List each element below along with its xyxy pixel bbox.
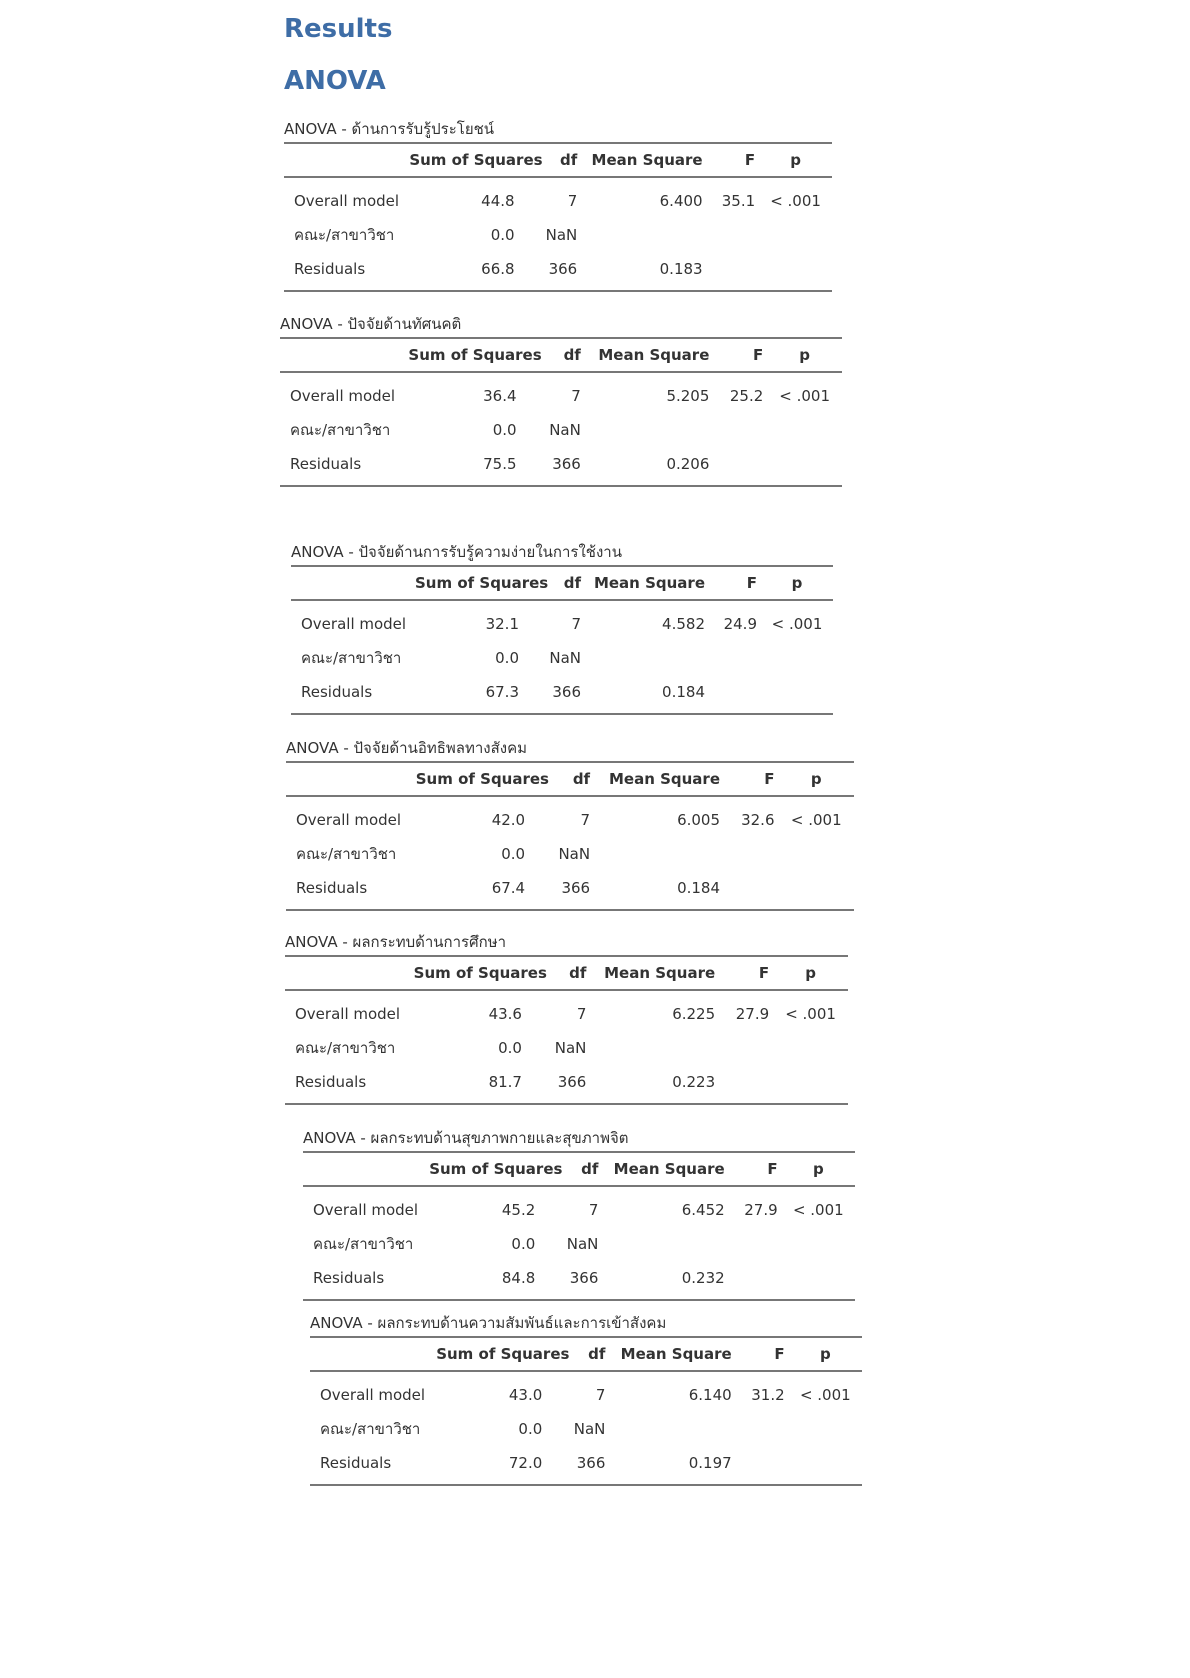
cell-sum-of-squares: 42.0 (491, 811, 526, 829)
cell-term: Residuals (291, 675, 411, 714)
header-p: p (761, 566, 833, 600)
cell-term: Overall model (313, 1201, 419, 1219)
cell-df: NaN (558, 845, 591, 863)
table-row (310, 1371, 862, 1412)
cell-mean-square: 4.582 (662, 615, 705, 633)
cell-term: Residuals (303, 1261, 425, 1300)
cell-p (759, 218, 832, 252)
anova-table (280, 337, 842, 487)
cell-df: 7 (576, 1005, 587, 1023)
cell-term: คณะ/สาขาวิชา (290, 421, 391, 439)
header-df: df (529, 762, 594, 796)
anova-table (286, 761, 854, 911)
cell-p: < .001 (792, 1201, 844, 1219)
cell-mean-square: 6.140 (688, 1386, 732, 1404)
table-row (285, 1065, 848, 1104)
cell-term: Overall model (295, 1005, 401, 1023)
header-mean-square: Mean Square (609, 1337, 735, 1371)
table-row (291, 675, 833, 714)
cell-df: NaN (566, 1235, 599, 1253)
cell-term: Residuals (284, 252, 405, 291)
anova-table-4 (286, 737, 854, 911)
cell-df: 7 (595, 1386, 606, 1404)
cell-f (729, 1227, 782, 1261)
header-row (280, 338, 842, 372)
cell-p: < .001 (770, 192, 821, 210)
cell-sum-of-squares: 0.0 (495, 649, 519, 667)
cell-p: < .001 (771, 615, 823, 633)
cell-df: 7 (567, 192, 578, 210)
cell-f (709, 641, 761, 675)
cell-term: Residuals (310, 1446, 432, 1485)
table-row (280, 413, 842, 447)
cell-f (736, 1446, 789, 1485)
header-mean-square: Mean Square (581, 143, 706, 177)
cell-df: 366 (546, 1446, 609, 1485)
cell-term: Overall model (294, 192, 400, 210)
table-title: ANOVA - ปัจจัยด้านทัศนคติ (280, 315, 462, 333)
header-term (303, 1152, 425, 1186)
header-f: F (709, 566, 761, 600)
cell-sum-of-squares: 36.4 (483, 387, 517, 405)
cell-df: 366 (539, 1261, 602, 1300)
header-mean-square: Mean Square (585, 338, 714, 372)
cell-term: Overall model (320, 1386, 426, 1404)
cell-term: คณะ/สาขาวิชา (313, 1235, 414, 1253)
cell-term: Residuals (280, 447, 404, 486)
cell-p (773, 1065, 848, 1104)
table-title: ANOVA - ปัจจัยด้านอิทธิพลทางสังคม (286, 739, 528, 757)
table-title: ANOVA - ผลกระทบด้านการศึกษา (285, 933, 507, 951)
cell-term: Overall model (296, 811, 402, 829)
table-row (285, 990, 848, 1031)
header-f: F (736, 1337, 789, 1371)
cell-mean-square: 0.206 (585, 447, 714, 486)
cell-term: คณะ/สาขาวิชา (320, 1420, 421, 1438)
cell-mean-square: 5.205 (666, 387, 710, 405)
anova-table (284, 142, 832, 292)
header-df: df (546, 1337, 609, 1371)
table-title: ANOVA - ผลกระทบด้านสุขภาพกายและสุขภาพจิต (303, 1129, 629, 1147)
cell-mean-square: 6.400 (659, 192, 703, 210)
cell-sum-of-squares: 0.0 (492, 421, 517, 439)
cell-mean-square: 6.225 (672, 1005, 716, 1023)
cell-df: NaN (549, 421, 581, 439)
header-term (285, 956, 410, 990)
cell-p (761, 641, 833, 675)
cell-df: 366 (519, 252, 582, 291)
cell-mean-square (581, 218, 706, 252)
table-row (310, 1446, 862, 1485)
cell-f (709, 675, 761, 714)
cell-f: 25.2 (729, 387, 764, 405)
cell-f (707, 252, 760, 291)
cell-sum-of-squares: 0.0 (511, 1235, 536, 1253)
header-f: F (713, 338, 767, 372)
header-row (284, 143, 832, 177)
cell-mean-square: 0.184 (585, 675, 709, 714)
header-mean-square: Mean Square (590, 956, 719, 990)
header-p: p (767, 338, 842, 372)
header-df: df (523, 566, 585, 600)
cell-df: 7 (571, 387, 581, 405)
header-df: df (539, 1152, 602, 1186)
cell-term: คณะ/สาขาวิชา (301, 649, 402, 667)
anova-table (303, 1151, 855, 1301)
cell-mean-square (585, 413, 714, 447)
cell-f (707, 218, 760, 252)
cell-term: Residuals (286, 871, 412, 910)
cell-p: < .001 (779, 387, 831, 405)
cell-f (729, 1261, 782, 1300)
anova-table-1 (284, 118, 832, 292)
header-p: p (789, 1337, 862, 1371)
anova-table (285, 955, 848, 1105)
cell-mean-square: 0.184 (594, 871, 724, 910)
header-p: p (773, 956, 848, 990)
table-row (310, 1412, 862, 1446)
header-df: df (519, 143, 582, 177)
cell-term: คณะ/สาขาวิชา (295, 1039, 396, 1057)
header-df: df (526, 956, 590, 990)
table-row (284, 218, 832, 252)
cell-mean-square (585, 641, 709, 675)
anova-table (310, 1336, 862, 1486)
table-row (284, 252, 832, 291)
cell-sum-of-squares: 32.1 (485, 615, 519, 633)
cell-f (736, 1412, 789, 1446)
header-sum-of-squares: Sum of Squares (412, 762, 529, 796)
table-row (303, 1186, 855, 1227)
cell-f (713, 413, 767, 447)
anova-table-2 (280, 313, 842, 487)
header-term (310, 1337, 432, 1371)
header-p: p (779, 762, 855, 796)
cell-sum-of-squares: 0.0 (518, 1420, 543, 1438)
cell-f (724, 871, 778, 910)
cell-mean-square (590, 1031, 719, 1065)
cell-p: < .001 (785, 1005, 836, 1023)
cell-df: 7 (580, 811, 591, 829)
cell-f (719, 1065, 773, 1104)
header-term (286, 762, 412, 796)
cell-df: 7 (571, 615, 581, 633)
cell-p (782, 1227, 855, 1261)
cell-df: 366 (529, 871, 594, 910)
cell-sum-of-squares: 84.8 (425, 1261, 539, 1300)
cell-sum-of-squares: 43.0 (508, 1386, 543, 1404)
cell-mean-square: 6.452 (681, 1201, 725, 1219)
cell-df: NaN (545, 226, 578, 244)
cell-sum-of-squares: 81.7 (410, 1065, 526, 1104)
cell-f (713, 447, 767, 486)
cell-sum-of-squares: 75.5 (404, 447, 520, 486)
cell-sum-of-squares: 0.0 (490, 226, 515, 244)
header-f: F (724, 762, 778, 796)
header-f: F (707, 143, 760, 177)
cell-p (767, 413, 842, 447)
cell-p (761, 675, 833, 714)
header-row (303, 1152, 855, 1186)
table-title: ANOVA - ปัจจัยด้านการรับรู้ความง่ายในการใช้งาน (291, 543, 622, 561)
cell-f: 35.1 (721, 192, 756, 210)
cell-f: 24.9 (723, 615, 757, 633)
cell-f: 27.9 (735, 1005, 770, 1023)
cell-mean-square: 0.183 (581, 252, 706, 291)
cell-p (759, 252, 832, 291)
table-row (285, 1031, 848, 1065)
cell-p (773, 1031, 848, 1065)
cell-term: Overall model (301, 615, 407, 633)
header-row (310, 1337, 862, 1371)
header-sum-of-squares: Sum of Squares (404, 338, 520, 372)
anova-table-6 (303, 1127, 855, 1301)
header-term (280, 338, 404, 372)
header-sum-of-squares: Sum of Squares (410, 956, 526, 990)
table-row (303, 1227, 855, 1261)
cell-sum-of-squares: 72.0 (432, 1446, 546, 1485)
cell-p: < .001 (799, 1386, 851, 1404)
cell-sum-of-squares: 0.0 (501, 845, 526, 863)
cell-mean-square (602, 1227, 728, 1261)
header-row (285, 956, 848, 990)
cell-p (789, 1446, 862, 1485)
cell-df: 7 (588, 1201, 599, 1219)
cell-sum-of-squares: 45.2 (501, 1201, 536, 1219)
cell-df: NaN (573, 1420, 606, 1438)
cell-sum-of-squares: 67.4 (412, 871, 529, 910)
cell-f: 32.6 (741, 811, 775, 829)
cell-df: NaN (554, 1039, 587, 1057)
cell-f: 27.9 (744, 1201, 778, 1219)
header-sum-of-squares: Sum of Squares (432, 1337, 546, 1371)
anova-table (291, 565, 833, 715)
header-sum-of-squares: Sum of Squares (405, 143, 518, 177)
cell-df: 366 (526, 1065, 590, 1104)
cell-f (724, 837, 778, 871)
header-f: F (719, 956, 773, 990)
results-heading: Results (284, 14, 393, 44)
table-row (291, 600, 833, 641)
table-title: ANOVA - ผลกระทบด้านความสัมพันธ์และการเข้าสังคม (310, 1314, 667, 1332)
header-row (291, 566, 833, 600)
table-title: ANOVA - ด้านการรับรู้ประโยชน์ (284, 120, 495, 138)
anova-table-3 (291, 541, 832, 715)
cell-mean-square (594, 837, 724, 871)
cell-df: 366 (521, 447, 585, 486)
header-sum-of-squares: Sum of Squares (411, 566, 523, 600)
cell-mean-square (609, 1412, 735, 1446)
header-mean-square: Mean Square (602, 1152, 728, 1186)
cell-term: คณะ/สาขาวิชา (296, 845, 397, 863)
cell-sum-of-squares: 66.8 (405, 252, 518, 291)
cell-mean-square: 0.232 (602, 1261, 728, 1300)
table-row (291, 641, 833, 675)
table-row (280, 372, 842, 413)
cell-sum-of-squares: 44.8 (481, 192, 515, 210)
cell-mean-square: 6.005 (677, 811, 721, 829)
cell-df: NaN (549, 649, 581, 667)
header-term (284, 143, 405, 177)
cell-df: 366 (523, 675, 585, 714)
anova-table-5 (285, 931, 848, 1105)
table-row (286, 871, 854, 910)
header-row (286, 762, 854, 796)
cell-p (789, 1412, 862, 1446)
table-row (286, 837, 854, 871)
cell-mean-square: 0.223 (590, 1065, 719, 1104)
cell-p (779, 871, 855, 910)
cell-p (779, 837, 855, 871)
cell-term: คณะ/สาขาวิชา (294, 226, 395, 244)
cell-sum-of-squares: 0.0 (498, 1039, 522, 1057)
cell-term: Overall model (290, 387, 396, 405)
header-f: F (729, 1152, 782, 1186)
header-term (291, 566, 411, 600)
cell-term: Residuals (285, 1065, 410, 1104)
table-row (303, 1261, 855, 1300)
cell-mean-square: 0.197 (609, 1446, 735, 1485)
header-mean-square: Mean Square (585, 566, 709, 600)
table-row (286, 796, 854, 837)
table-row (284, 177, 832, 218)
cell-p: < .001 (790, 811, 842, 829)
cell-sum-of-squares: 67.3 (411, 675, 523, 714)
header-mean-square: Mean Square (594, 762, 724, 796)
table-row (280, 447, 842, 486)
header-p: p (759, 143, 832, 177)
cell-f: 31.2 (751, 1386, 785, 1404)
anova-heading: ANOVA (284, 66, 386, 96)
header-df: df (521, 338, 585, 372)
cell-p (767, 447, 842, 486)
anova-table-7 (310, 1312, 862, 1486)
cell-p (782, 1261, 855, 1300)
header-p: p (782, 1152, 855, 1186)
header-sum-of-squares: Sum of Squares (425, 1152, 539, 1186)
cell-f (719, 1031, 773, 1065)
cell-sum-of-squares: 43.6 (488, 1005, 522, 1023)
